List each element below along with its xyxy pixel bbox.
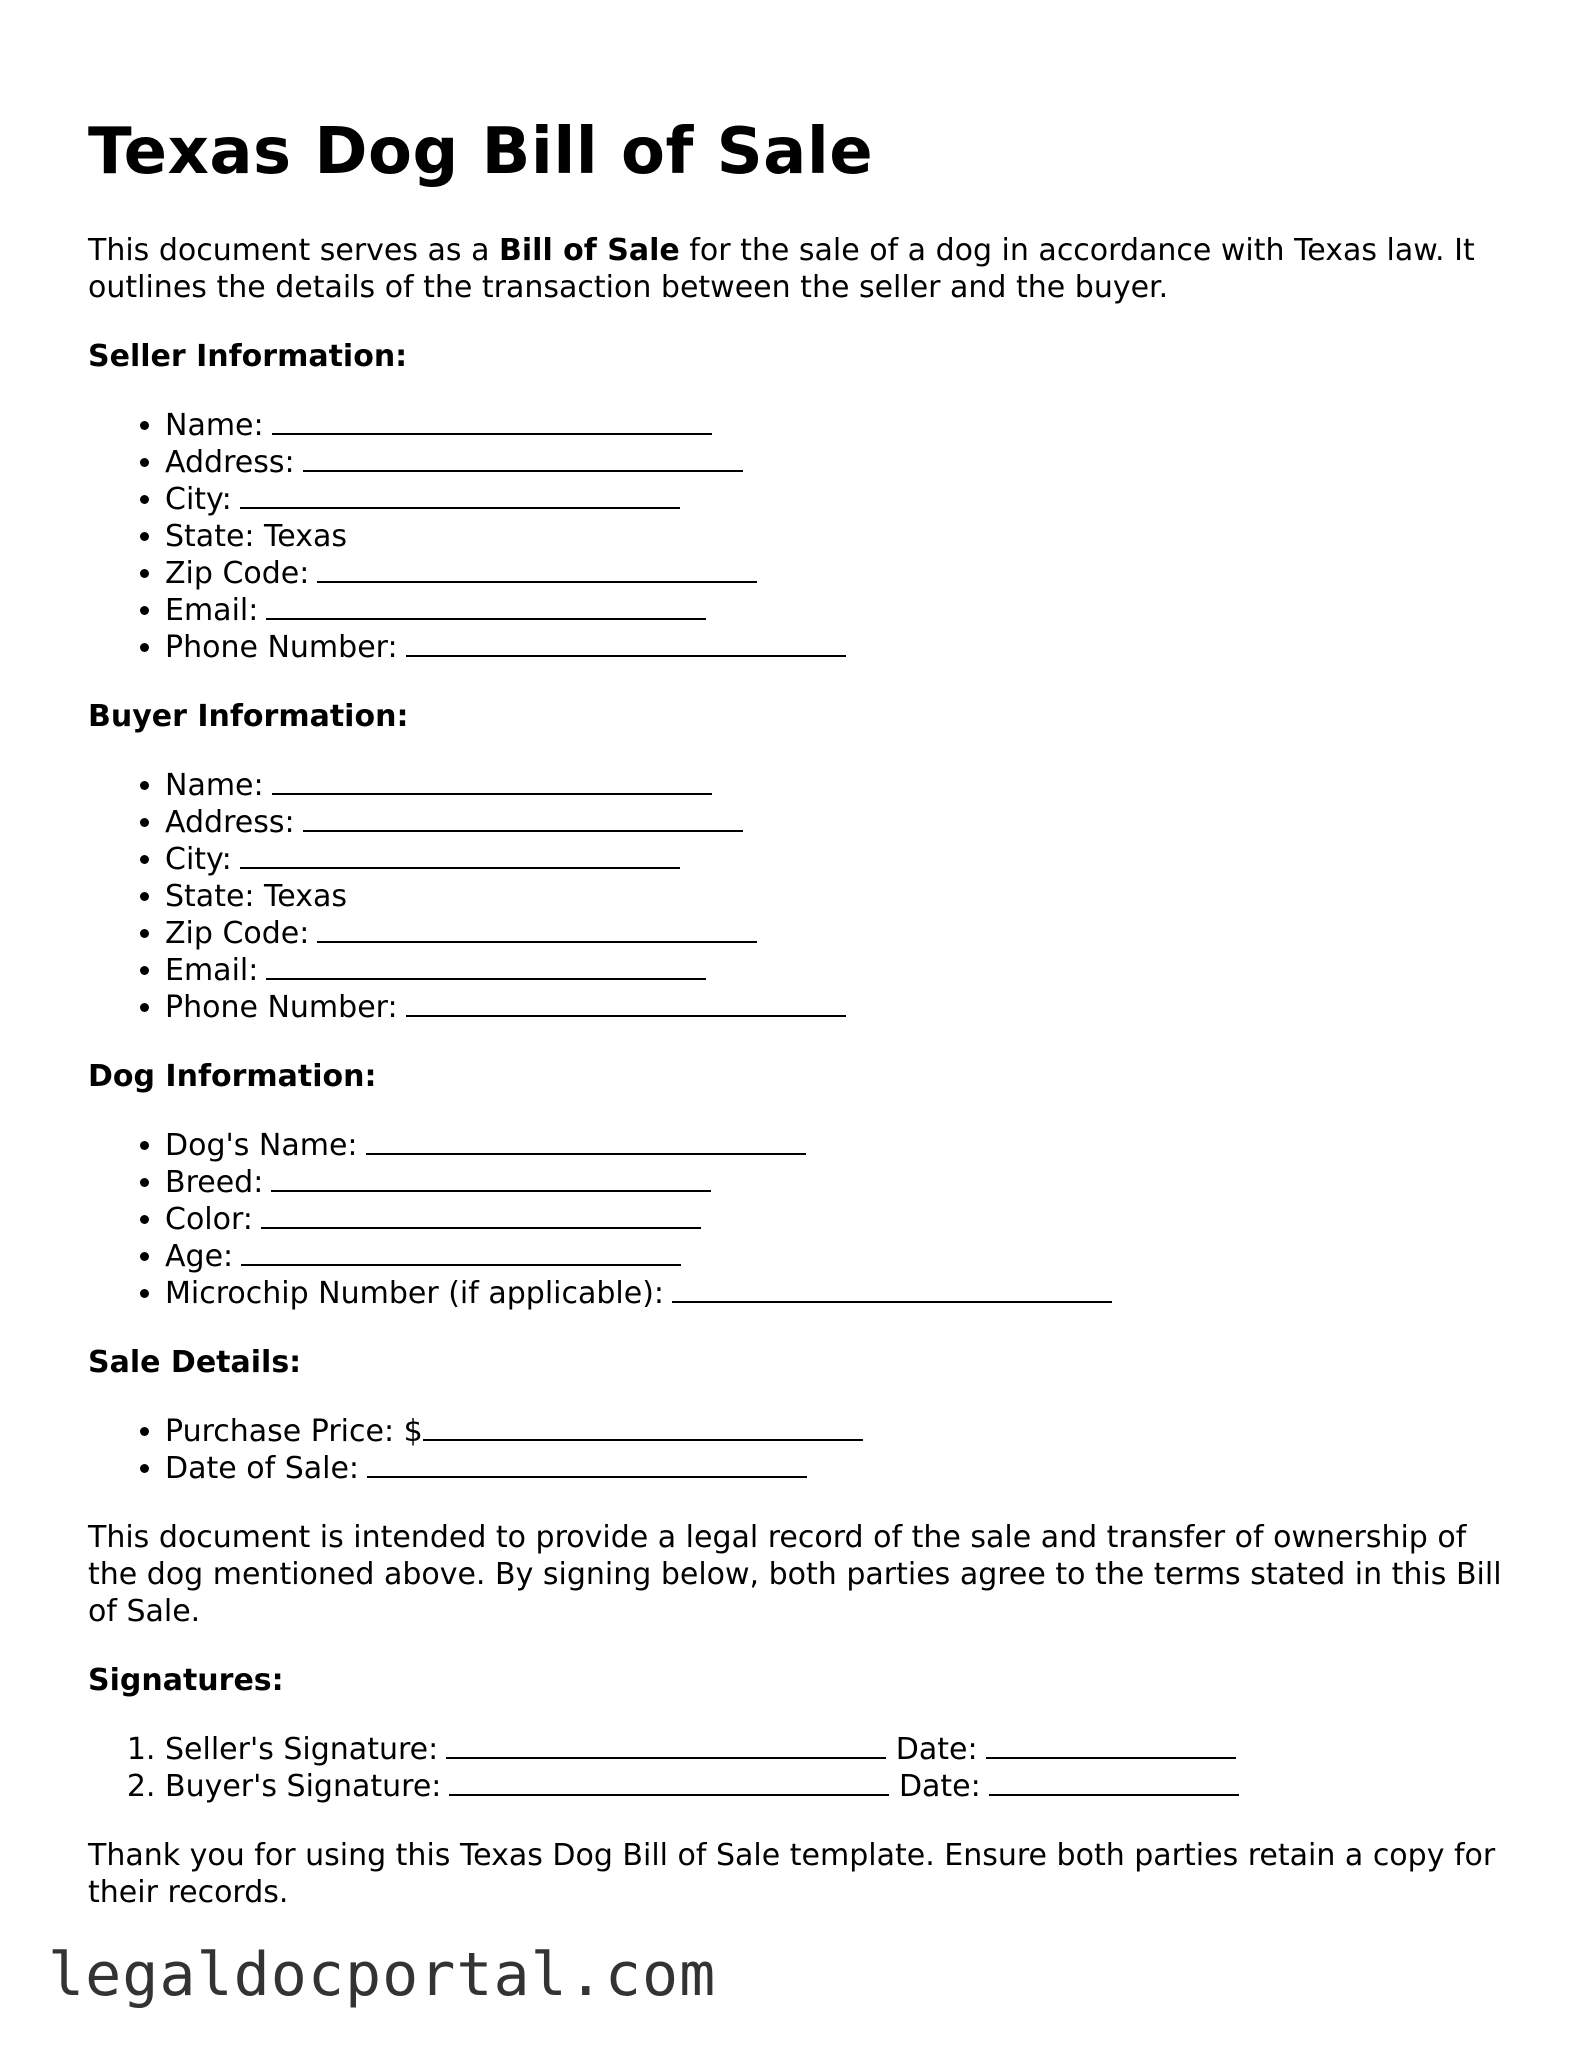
- dog-breed-label: Breed:: [165, 1165, 264, 1200]
- buyer-phone-field[interactable]: [406, 989, 846, 1017]
- sale-date-item: [165, 1450, 1508, 1487]
- buyer-email-item: [165, 952, 1508, 989]
- buyer-signature-field[interactable]: [449, 1768, 889, 1796]
- buyer-address-item: [165, 804, 1508, 841]
- seller-name-item: [165, 407, 1508, 444]
- sale-section-heading: Sale Details:: [88, 1345, 302, 1380]
- dog-breed-item: [165, 1164, 1508, 1201]
- buyer-email-label: Email:: [165, 953, 259, 988]
- buyer-section-heading: Buyer Information:: [88, 699, 409, 734]
- seller-email-item: [165, 592, 1508, 629]
- buyer-name-item: [165, 767, 1508, 804]
- dog-name-item: [165, 1127, 1508, 1164]
- sale-price-label: Purchase Price: $: [165, 1414, 423, 1449]
- dog-microchip-field[interactable]: [672, 1275, 1112, 1303]
- document-body: [88, 108, 1508, 1911]
- seller-signature-label: Seller's Signature:: [165, 1732, 439, 1767]
- seller-address-item: [165, 444, 1508, 481]
- buyer-state-item: [165, 878, 1508, 915]
- legal-paragraph: This document is intended to provide a legal record of the sale and transfer of ownership of the dog mentioned above. By signing below, both parties agree to the terms stated in this Bill of Sale.: [88, 1520, 1502, 1629]
- sale-details-list: [88, 1413, 1508, 1487]
- seller-phone-item: [165, 629, 1508, 666]
- dog-age-item: [165, 1238, 1508, 1275]
- dog-microchip-item: [165, 1275, 1508, 1312]
- seller-zip-label: Zip Code:: [165, 556, 310, 591]
- signatures-section-heading: Signatures:: [88, 1663, 284, 1698]
- buyer-signature-item: [165, 1768, 1508, 1805]
- buyer-city-field[interactable]: [240, 841, 680, 869]
- buyer-address-label: Address:: [165, 805, 295, 840]
- dog-color-item: [165, 1201, 1508, 1238]
- buyer-address-field[interactable]: [303, 804, 743, 832]
- buyer-signature-label: Buyer's Signature:: [165, 1769, 442, 1804]
- dog-microchip-label: Microchip Number (if applicable):: [165, 1276, 665, 1311]
- seller-zip-item: [165, 555, 1508, 592]
- signatures-list: [88, 1731, 1508, 1805]
- dog-section-heading: Dog Information:: [88, 1059, 377, 1094]
- dog-name-label: Dog's Name:: [165, 1128, 358, 1163]
- intro-bold-term: Bill of Sale: [499, 233, 680, 268]
- buyer-name-field[interactable]: [272, 767, 712, 795]
- buyer-city-item: [165, 841, 1508, 878]
- seller-email-label: Email:: [165, 593, 259, 628]
- site-watermark: legaldocportal.com: [48, 1940, 717, 2010]
- buyer-date-label: Date:: [898, 1769, 981, 1804]
- seller-city-field[interactable]: [240, 481, 680, 509]
- seller-city-label: City:: [165, 482, 232, 517]
- dog-age-field[interactable]: [241, 1238, 681, 1266]
- buyer-zip-field[interactable]: [317, 915, 757, 943]
- sale-date-field[interactable]: [367, 1450, 807, 1478]
- seller-phone-label: Phone Number:: [165, 630, 398, 665]
- buyer-zip-item: [165, 915, 1508, 952]
- buyer-name-label: Name:: [165, 768, 264, 803]
- document-title: Texas Dog Bill of Sale: [88, 115, 874, 189]
- seller-name-field[interactable]: [272, 407, 712, 435]
- dog-breed-field[interactable]: [271, 1164, 711, 1192]
- buyer-info-list: [88, 767, 1508, 1026]
- seller-zip-field[interactable]: [317, 555, 757, 583]
- seller-date-field[interactable]: [986, 1731, 1236, 1759]
- buyer-city-label: City:: [165, 842, 232, 877]
- seller-address-field[interactable]: [303, 444, 743, 472]
- seller-address-label: Address:: [165, 445, 295, 480]
- dog-age-label: Age:: [165, 1239, 234, 1274]
- sale-date-label: Date of Sale:: [165, 1451, 360, 1486]
- dog-color-label: Color:: [165, 1202, 253, 1237]
- buyer-phone-label: Phone Number:: [165, 990, 398, 1025]
- seller-section-heading: Seller Information:: [88, 339, 408, 374]
- seller-info-list: [88, 407, 1508, 666]
- seller-signature-item: [165, 1731, 1508, 1768]
- intro-text-end: for the sale of a dog in accordance with Texas law. It outlines the details of the transaction between the seller and the buyer.: [88, 233, 1475, 305]
- dog-color-field[interactable]: [261, 1201, 701, 1229]
- intro-paragraph: [88, 232, 1508, 306]
- closing-paragraph: Thank you for using this Texas Dog Bill of Sale template. Ensure both parties retain a copy for their records.: [88, 1838, 1496, 1910]
- buyer-date-field[interactable]: [989, 1768, 1239, 1796]
- seller-name-label: Name:: [165, 408, 264, 443]
- seller-email-field[interactable]: [266, 592, 706, 620]
- seller-date-label: Date:: [895, 1732, 978, 1767]
- seller-state-item: [165, 518, 1508, 555]
- sale-price-item: [165, 1413, 1508, 1450]
- buyer-email-field[interactable]: [266, 952, 706, 980]
- dog-name-field[interactable]: [366, 1127, 806, 1155]
- seller-state-label: State: Texas: [165, 519, 347, 554]
- buyer-state-label: State: Texas: [165, 879, 347, 914]
- seller-phone-field[interactable]: [406, 629, 846, 657]
- seller-signature-field[interactable]: [446, 1731, 886, 1759]
- seller-city-item: [165, 481, 1508, 518]
- buyer-zip-label: Zip Code:: [165, 916, 310, 951]
- buyer-phone-item: [165, 989, 1508, 1026]
- sale-price-field[interactable]: [423, 1413, 863, 1441]
- dog-info-list: [88, 1127, 1508, 1312]
- intro-text-start: This document serves as a: [88, 233, 500, 268]
